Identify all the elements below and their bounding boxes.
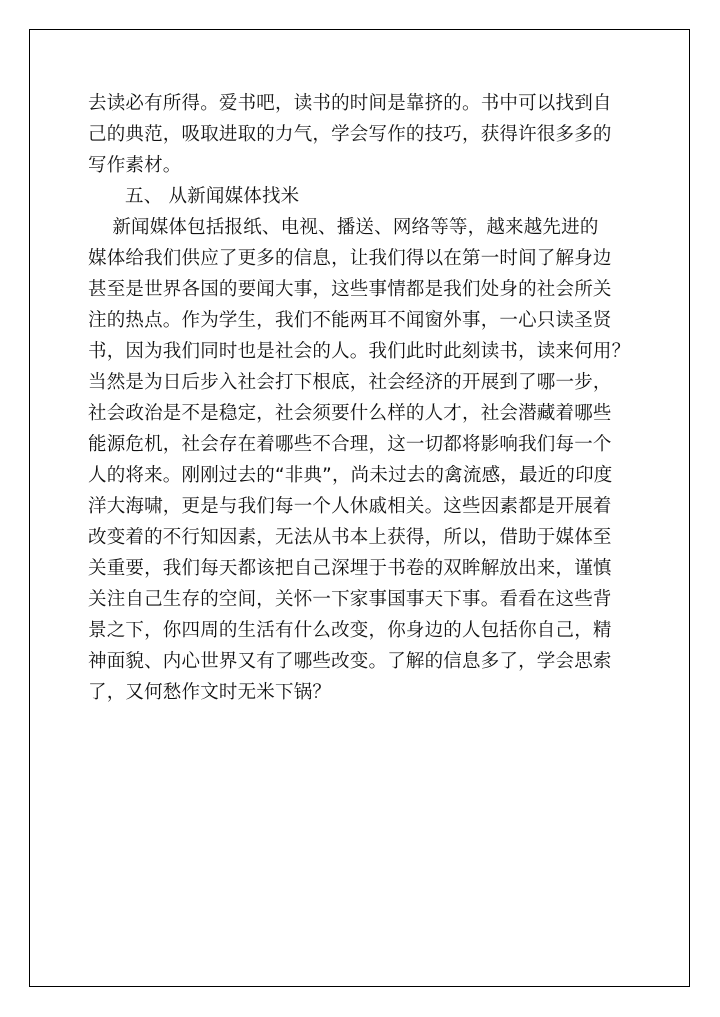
- paragraph-2-line: 注的热点。作为学生，我们不能两耳不闻窗外事，一心只读圣贤: [88, 310, 612, 331]
- paragraph-2-line: 甚至是世界各国的要闻大事，这些事情都是我们处身的社会所关: [88, 279, 612, 300]
- section-heading: 五、 从新闻媒体找米: [125, 186, 300, 207]
- paragraph-2-line: 了，又何愁作文时无米下锅？: [88, 682, 332, 703]
- paragraph-2-line: 关注自己生存的空间，关怀一下家事国事天下事。看看在这些背: [88, 589, 612, 610]
- paragraph-2-line: 新闻媒体包括报纸、电视、播送、网络等等，越来越先进的: [88, 217, 599, 238]
- paragraph-2-line: 社会政治是不是稳定，社会须要什么样的人才，社会潜藏着哪些: [88, 403, 612, 424]
- paragraph-1-line: 己的典范，吸取进取的力气，学会写作的技巧，获得许很多多的: [88, 124, 612, 145]
- paragraph-2-line: 关重要，我们每天都该把自己深埋于书卷的双眸解放出来，谨慎: [88, 558, 612, 579]
- paragraph-2-line: 洋大海啸，更是与我们每一个人休戚相关。这些因素都是开展着: [88, 496, 612, 517]
- paragraph-2-line: 景之下，你四周的生活有什么改变，你身边的人包括你自己，精: [88, 620, 612, 641]
- paragraph-2-line: 书，因为我们同时也是社会的人。我们此时此刻读书，读来何用？: [88, 341, 631, 362]
- paragraph-2-line: 人的将来。刚刚过去的“非典”，尚未过去的禽流感，最近的印度: [88, 465, 613, 486]
- document-body: [88, 88, 632, 708]
- paragraph-1-line: 写作素材。: [88, 155, 182, 176]
- paragraph-2-line: 改变着的不行知因素，无法从书本上获得，所以，借助于媒体至: [88, 527, 612, 548]
- paragraph-2-line: 当然是为日后步入社会打下根底，社会经济的开展到了哪一步，: [88, 372, 612, 393]
- paragraph-2-line: 媒体给我们供应了更多的信息，让我们得以在第一时间了解身边: [88, 248, 612, 269]
- paragraph-2-line: 神面貌、内心世界又有了哪些改变。了解的信息多了，学会思索: [88, 651, 612, 672]
- paragraph-2-line: 能源危机，社会存在着哪些不合理，这一切都将影响我们每一个: [88, 434, 612, 455]
- paragraph-1-line: 去读必有所得。爱书吧，读书的时间是靠挤的。书中可以找到自: [88, 93, 612, 114]
